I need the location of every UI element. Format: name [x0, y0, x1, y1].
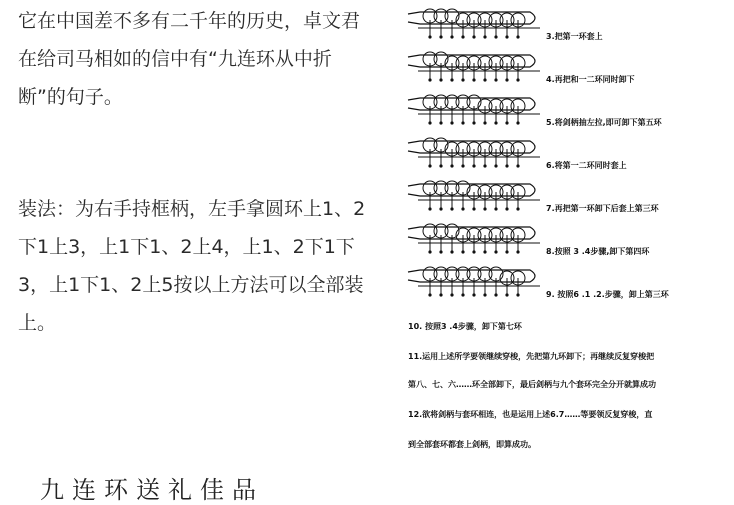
- rod-knob: [483, 293, 486, 296]
- rod-knob: [439, 293, 442, 296]
- rod-knob: [439, 164, 442, 167]
- rod-knob: [472, 207, 475, 210]
- rod-knob: [505, 121, 508, 124]
- rod-knob: [494, 293, 497, 296]
- rod-knob: [516, 78, 519, 81]
- rod-knob: [428, 35, 431, 38]
- rod-knob: [494, 35, 497, 38]
- section-heading: 九连环送礼佳品: [40, 476, 264, 504]
- rod-knob: [450, 78, 453, 81]
- note-step-12-cont: 到全部套环都套上剑柄，即算成功。: [408, 440, 536, 449]
- rod-knob: [472, 121, 475, 124]
- ring-puzzle-instruction-diagram: [400, 0, 734, 470]
- rod-knob: [461, 207, 464, 210]
- rod-knob: [450, 35, 453, 38]
- rod-knob: [472, 250, 475, 253]
- rod-knob: [472, 35, 475, 38]
- rod-knob: [505, 35, 508, 38]
- rod-knob: [428, 121, 431, 124]
- rod-knob: [516, 35, 519, 38]
- rod-knob: [450, 250, 453, 253]
- step-caption: 4.再把和一二环同时卸下: [546, 75, 635, 84]
- rod-knob: [439, 207, 442, 210]
- note-step-11-cont: 第八、七、六……环全部卸下，最后剑柄与九个套环完全分开就算成功: [408, 380, 656, 389]
- rod-knob: [450, 121, 453, 124]
- rod-knob: [494, 250, 497, 253]
- rod-knob: [428, 250, 431, 253]
- rod-knob: [505, 164, 508, 167]
- rod-knob: [494, 121, 497, 124]
- rod-knob: [428, 207, 431, 210]
- step-caption: 9. 按照6 .1 .2.步骤，卸上第三环: [546, 290, 669, 299]
- rod-knob: [461, 293, 464, 296]
- rod-knob: [439, 78, 442, 81]
- rod-knob: [483, 35, 486, 38]
- rod-knob: [494, 207, 497, 210]
- rod-knob: [461, 78, 464, 81]
- rod-knob: [450, 164, 453, 167]
- rod-knob: [461, 250, 464, 253]
- rod-knob: [439, 121, 442, 124]
- rod-knob: [472, 78, 475, 81]
- rod-knob: [505, 78, 508, 81]
- rod-knob: [461, 35, 464, 38]
- rod-knob: [450, 207, 453, 210]
- step-caption: 6.将第一二环同时套上: [546, 161, 627, 170]
- method-paragraph: 装法：为右手持框柄，左手拿圆环上1、2下1上3，上1下1、2上4，上1、2下1下3，上1下1、2上5按以上方法可以全部装上。: [18, 198, 366, 334]
- rod-knob: [472, 293, 475, 296]
- rod-knob: [516, 121, 519, 124]
- rod-knob: [461, 164, 464, 167]
- intro-paragraph: 它在中国差不多有二千年的历史，卓文君在给司马相如的信中有“九连环从中折断”的句子。: [18, 10, 361, 108]
- rod-knob: [505, 250, 508, 253]
- rod-knob: [516, 164, 519, 167]
- rod-knob: [505, 293, 508, 296]
- step-caption: 3.把第一环套上: [546, 32, 603, 41]
- rod-knob: [505, 207, 508, 210]
- rod-knob: [483, 164, 486, 167]
- rod-knob: [494, 164, 497, 167]
- rod-knob: [428, 293, 431, 296]
- rod-knob: [472, 164, 475, 167]
- rod-knob: [516, 250, 519, 253]
- rod-knob: [428, 164, 431, 167]
- rod-knob: [428, 78, 431, 81]
- note-step-11: 11.运用上述所学要领继续穿梭，先把第九环卸下；再继续反复穿梭把: [408, 352, 655, 361]
- step-caption: 8.按照 3 .4步骤,卸下第四环: [546, 247, 650, 256]
- rod-knob: [439, 250, 442, 253]
- rod-knob: [483, 78, 486, 81]
- rod-knob: [439, 35, 442, 38]
- rod-knob: [483, 121, 486, 124]
- rod-knob: [483, 207, 486, 210]
- rod-knob: [516, 207, 519, 210]
- rod-knob: [483, 250, 486, 253]
- step-caption: 5.将剑柄抽左拉,即可卸下第五环: [546, 118, 662, 127]
- step-caption: 7.再把第一环卸下后套上第三环: [546, 204, 659, 213]
- note-step-10: 10. 按照3 .4步骤，卸下第七环: [408, 322, 522, 331]
- rod-knob: [461, 121, 464, 124]
- rod-knob: [516, 293, 519, 296]
- note-step-12: 12.欲将剑柄与套环相连，也是运用上述6.7……等要领反复穿梭，直: [408, 410, 653, 419]
- rod-knob: [450, 293, 453, 296]
- step-illustrations: [400, 0, 734, 320]
- rod-knob: [494, 78, 497, 81]
